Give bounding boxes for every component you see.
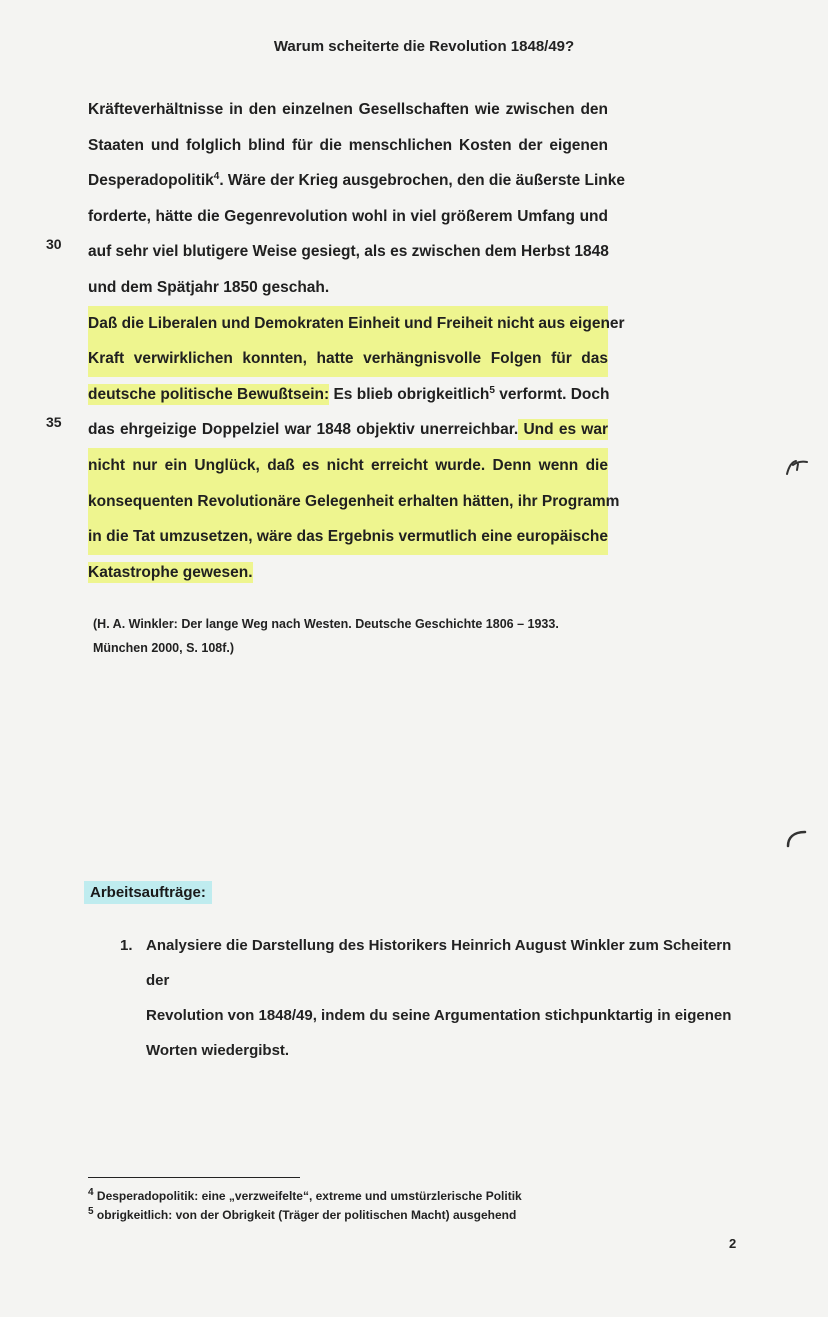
pen-mark-icon [784, 456, 810, 478]
line-number-35: 35 [46, 414, 62, 430]
line-number-30: 30 [46, 236, 62, 252]
footnote-ref-5: 5 [489, 384, 495, 396]
highlighted-phrase: deutsche politische Bewußtsein: [88, 385, 330, 403]
text-line: Staaten und folglich blind für die menschlichen Kosten der eigenen [88, 136, 608, 154]
task-number: 1. [120, 937, 133, 954]
text-line-highlighted: nicht nur ein Unglück, daß es nicht erreicht wurde. Denn wenn die [88, 448, 608, 484]
text-line: forderte, hätte die Gegenrevolution wohl in viel größerem Umfang und [88, 207, 608, 225]
footnotes [88, 1187, 522, 1225]
highlighted-phrase: Und es war [518, 421, 609, 439]
footnote-ref-4: 4 [213, 171, 220, 183]
highlighted-phrase: Katastrophe gewesen. [88, 563, 253, 581]
text-line: deutsche politische Bewußtsein: Es blieb obrigkeitlich$^5$ verformt. Doch [88, 384, 610, 403]
text-line-highlighted: Kraft verwirklichen konnten, hatte verhängnisvolle Folgen für das [88, 341, 608, 377]
source-citation: (H. A. Winkler: Der lange Weg nach Westen. Deutsche Geschichte 1806 – 1933. München 2000, S. 108f.) [93, 617, 559, 655]
tasks-heading: Arbeitsaufträge: [84, 881, 212, 904]
pen-mark-icon [784, 826, 808, 848]
page-title: Warum scheiterte die Revolution 1848/49? [273, 38, 575, 55]
source-text [88, 92, 626, 590]
text-line: Kräfteverhältnisse in den einzelnen Gesellschaften wie zwischen den [88, 101, 608, 118]
text-line [88, 555, 608, 591]
text-line: Desperadopolitik$^4$. Wäre der Krieg ausgebrochen, den die äußerste Linke [88, 171, 626, 190]
footnote: $^5$ obrigkeitlich: von der Obrigkeit (Träger der politischen Macht) ausgehend [88, 1206, 517, 1222]
text-line-highlighted: konsequenten Revolutionäre Gelegenheit erhalten hätten, ihr Programm [88, 484, 608, 520]
footnote-divider [88, 1177, 300, 1178]
text-line-highlighted: Daß die Liberalen und Demokraten Einheit und Freiheit nicht aus eigener [88, 306, 608, 342]
text-line: und dem Spätjahr 1850 geschah. [88, 278, 330, 296]
text-line: das ehrgeizige Doppelziel war 1848 objektiv unerreichbar. Und es war [88, 421, 609, 439]
task-item: 1. Analysiere die Darstellung des Historikers Heinrich August Winkler zum Scheitern der Revolution von 1848/49, indem du seine Argumentation stichpunktartig in eigenen Worten wiedergibst. [120, 928, 740, 1068]
text-line: auf sehr viel blutigere Weise gesiegt, als es zwischen dem Herbst 1848 [88, 243, 609, 261]
text-line-highlighted: in die Tat umzusetzen, wäre das Ergebnis vermutlich eine europäische [88, 519, 608, 555]
footnote: $^4$ Desperadopolitik: eine „verzweifelte“, extreme und umstürzlerische Politik [88, 1187, 522, 1203]
page-number: 2 [729, 1236, 737, 1251]
